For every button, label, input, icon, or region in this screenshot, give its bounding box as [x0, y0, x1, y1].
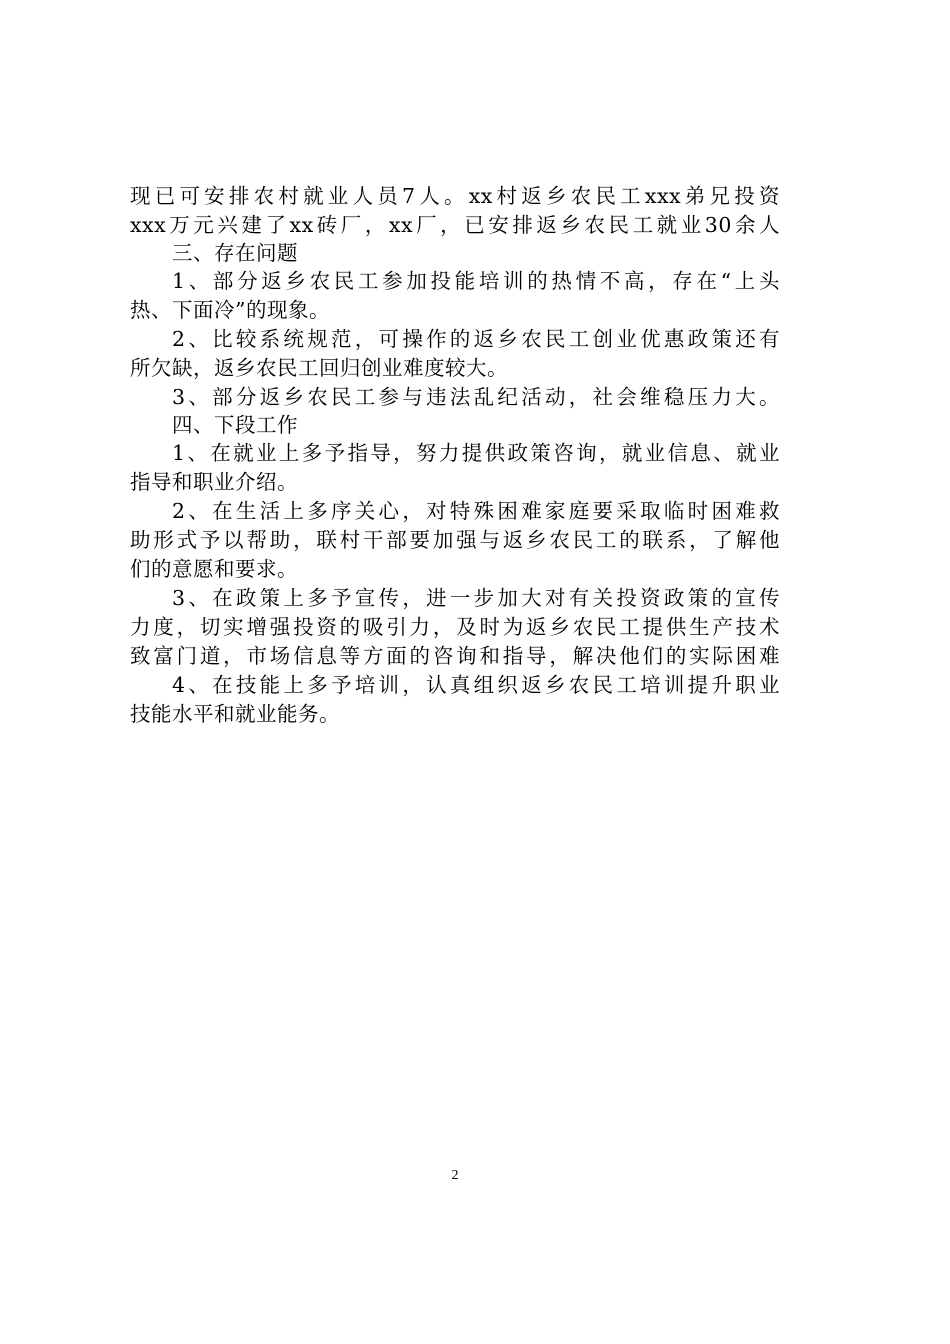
work-item-3	[130, 584, 780, 671]
section-heading-problems: 三、存在问题	[172, 241, 298, 265]
paragraph-line: 技能水平和就业能务。	[130, 702, 340, 726]
paragraph-line: 所欠缺，返乡农民工回归创业难度较大。	[130, 356, 508, 380]
problem-item-3	[130, 383, 780, 412]
paragraph-line: 现已可安排农村就业人员7人。xx村返乡农民工xxx弟兄投资	[130, 184, 780, 208]
paragraph-line: 2、在生活上多序关心，对特殊困难家庭要采取临时困难救	[172, 499, 780, 523]
paragraph-line: xxx万元兴建了xx砖厂，xx厂，已安排返乡农民工就业30余人	[130, 213, 780, 237]
work-item-2	[130, 497, 780, 584]
paragraph-line: 1、部分返乡农民工参加投能培训的热情不高，存在“上头	[172, 269, 780, 293]
work-item-1	[130, 439, 780, 497]
paragraph-line: 1、在就业上多予指导，努力提供政策咨询，就业信息、就业	[172, 441, 780, 465]
paragraph-line: 2、比较系统规范，可操作的返乡农民工创业优惠政策还有	[172, 327, 780, 351]
section-heading-next-work: 四、下段工作	[172, 413, 298, 437]
problem-item-2	[130, 325, 780, 383]
page-number: 2	[451, 1168, 459, 1183]
paragraph-line: 们的意愿和要求。	[130, 557, 298, 581]
paragraph-line: 3、部分返乡农民工参与违法乱纪活动，社会维稳压力大。	[172, 385, 780, 409]
paragraph-line: 指导和职业介绍。	[130, 470, 298, 494]
work-item-4	[130, 671, 780, 729]
problem-item-1	[130, 267, 780, 325]
paragraph-line: 热、下面冷”的现象。	[130, 298, 330, 322]
paragraph-line: 4、在技能上多予培训，认真组织返乡农民工培训提升职业	[172, 673, 780, 697]
paragraph-line: 力度，切实增强投资的吸引力，及时为返乡农民工提供生产技术	[130, 615, 780, 639]
paragraph-line: 3、在政策上多予宣传，进一步加大对有关投资政策的宣传	[172, 586, 780, 610]
document-body	[130, 182, 780, 729]
paragraph-line: 致富门道，市场信息等方面的咨询和指导，解决他们的实际困难	[130, 644, 780, 668]
continuation-paragraph	[130, 182, 780, 240]
paragraph-line: 助形式予以帮助，联村干部要加强与返乡农民工的联系，了解他	[130, 528, 780, 552]
